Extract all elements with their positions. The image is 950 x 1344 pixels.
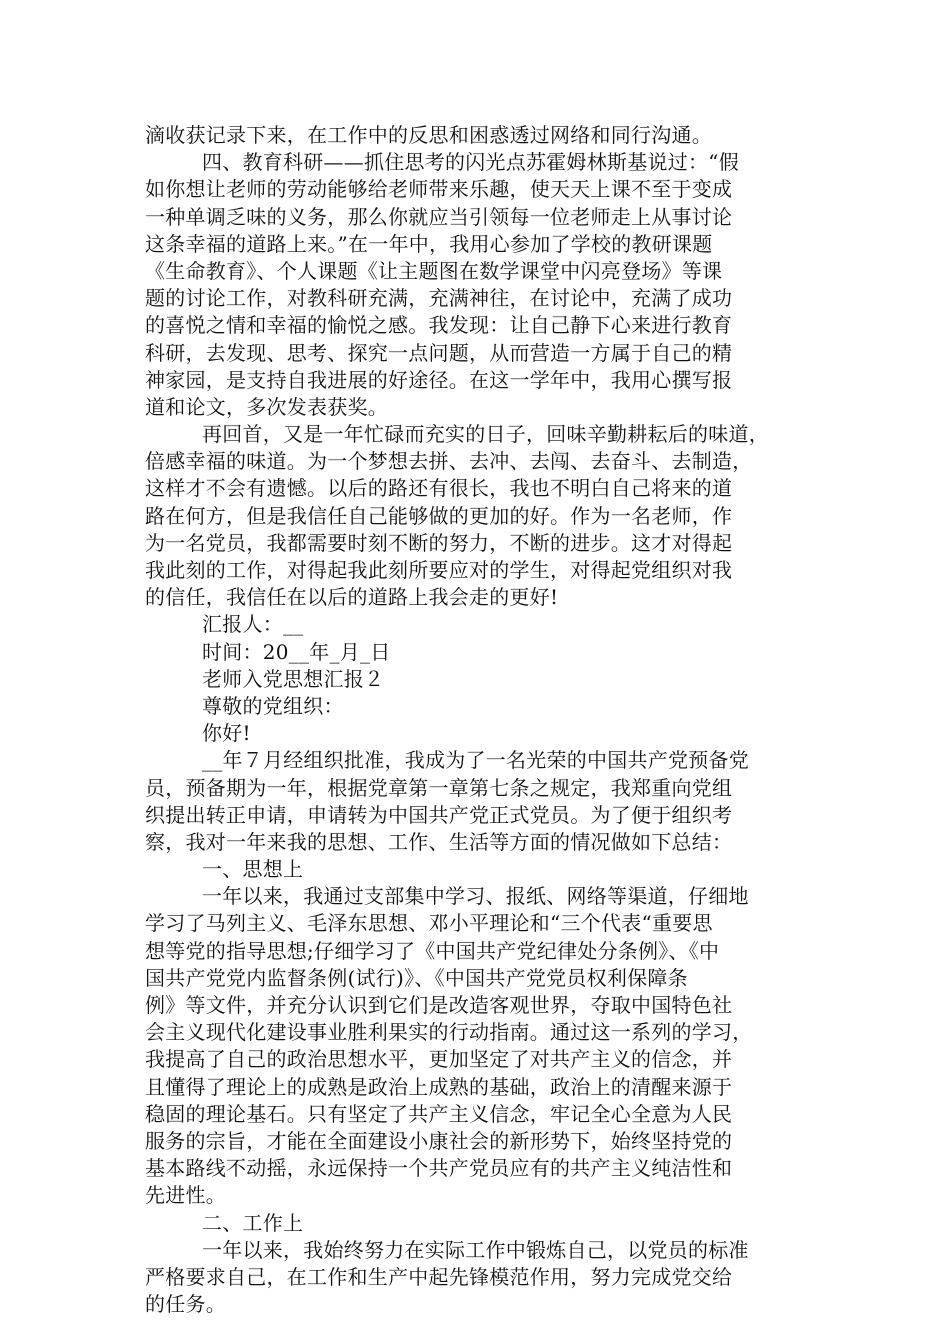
text-line: 如你想让老师的劳动能够给老师带来乐趣，使天天上课不至于变成 <box>145 177 733 202</box>
text-line: 织提出转正申请，申请转为中国共产党正式党员。为了便于组织考 <box>145 802 733 827</box>
paragraph-start: 再回首，又是一年忙碌而充实的日子，回味辛勤耕耘后的味道， <box>202 422 769 447</box>
document-title: 老师入党思想汇报２ <box>202 666 385 691</box>
text-line: 这样才不会有遗憾。以后的路还有很长，我也不明白自己将来的道 <box>145 476 733 501</box>
text-line: 服务的宗旨，才能在全面建设小康社会的新形势下，始终坚持党的 <box>145 1128 733 1153</box>
text-line: 严格要求自己，在工作和生产中起先锋模范作用，努力完成党交给 <box>145 1264 733 1289</box>
paragraph-start: 一年以来，我通过支部集中学习、报纸、网络等渠道，仔细地 <box>202 884 749 909</box>
text-line: 道和论文，多次发表获奖。 <box>145 394 388 419</box>
text-line: 的任务。 <box>145 1292 226 1317</box>
text-line: 为一名党员，我都需要时刻不断的努力，不断的进步。这才对得起 <box>145 530 733 555</box>
document-body <box>145 122 807 1318</box>
reporter-line: 汇报人：__ <box>202 612 304 637</box>
section-heading-work: 二、工作上 <box>202 1210 304 1235</box>
text-line: 且懂得了理论上的成熟是政治上成熟的基础，政治上的清醒来源于 <box>145 1074 733 1099</box>
text-line: 想等党的指导思想;仔细学习了《中国共产党纪律处分条例》、《中 <box>145 938 720 963</box>
text-line: 例》等文件，并充分认识到它们是改造客观世界，夺取中国特色社 <box>145 993 733 1017</box>
text-line: 学习了马列主义、毛泽东思想、邓小平理论和“三个代表“重要思 <box>145 911 713 936</box>
text-line: 员，预备期为一年，根据党章第一章第七条之规定，我郑重向党组 <box>145 775 733 800</box>
text-line: 的信任，我信任在以后的道路上我会走的更好! <box>145 585 559 610</box>
text-line: 神家园，是支持自我进展的好途径。在这一学年中，我用心撰写报 <box>145 367 733 392</box>
text-line: 倍感幸福的味道。为一个梦想去拼、去冲、去闯、去奋斗、去制造， <box>145 449 753 474</box>
section-heading-research: 四、教育科研——抓住思考的闪光点苏霍姆林斯基说过：“假 <box>202 150 739 175</box>
text-line: 察，我对一年来我的思想、工作、生活等方面的情况做如下总结： <box>145 829 733 854</box>
text-line: 科研，去发现、思考、探究一点问题，从而营造一方属于自己的精 <box>145 340 733 365</box>
text-line: 一种单调乏味的义务，那么你就应当引领每一位老师走上从事讨论 <box>145 204 733 229</box>
text-line: 题的讨论工作，对教科研充满，充满神往，在讨论中，充满了成功 <box>145 286 733 311</box>
text-line: 路在何方，但是我信任自己能够做的更加的好。作为一名老师，作 <box>145 503 733 528</box>
salutation: 尊敬的党组织： <box>202 693 344 718</box>
greeting: 你好! <box>202 721 251 746</box>
text-line: 我提高了自己的政治思想水平，更加坚定了对共产主义的信念，并 <box>145 1047 733 1072</box>
text-line: 的喜悦之情和幸福的愉悦之感。我发现：让自己静下心来进行教育 <box>145 313 733 338</box>
text-line: 我此刻的工作，对得起我此刻所要应对的学生，对得起党组织对我 <box>145 558 733 582</box>
section-heading-thought: 一、思想上 <box>202 857 304 882</box>
text-line: 先进性。 <box>145 1183 226 1208</box>
text-line: 稳固的理论基石。只有坚定了共产主义信念，牢记全心全意为人民 <box>145 1101 733 1126</box>
text-line: 《生命教育》、个人课题《让主题图在数学课堂中闪亮登场》等课 <box>145 258 723 283</box>
date-line: 时间：20__年_月_日 <box>202 639 391 664</box>
text-line: 滴收获记录下来，在工作中的反思和困惑透过网络和同行沟通。 <box>145 123 712 147</box>
text-line: 国共产党党内监督条例(试行)》、《中国共产党党员权利保障条 <box>145 965 688 990</box>
text-line: 会主义现代化建设事业胜利果实的行动指南。通过这一系列的学习， <box>145 1020 753 1045</box>
text-line: 基本路线不动摇，永远保持一个共产党员应有的共产主义纯洁性和 <box>145 1156 733 1181</box>
paragraph-start: __年７月经组织批准，我成为了一名光荣的中国共产党预备党 <box>202 748 749 773</box>
paragraph-start: 一年以来，我始终努力在实际工作中锻炼自己，以党员的标准 <box>202 1237 749 1262</box>
text-line: 这条幸福的道路上来。”在一年中，我用心参加了学校的教研课题 <box>145 231 713 256</box>
